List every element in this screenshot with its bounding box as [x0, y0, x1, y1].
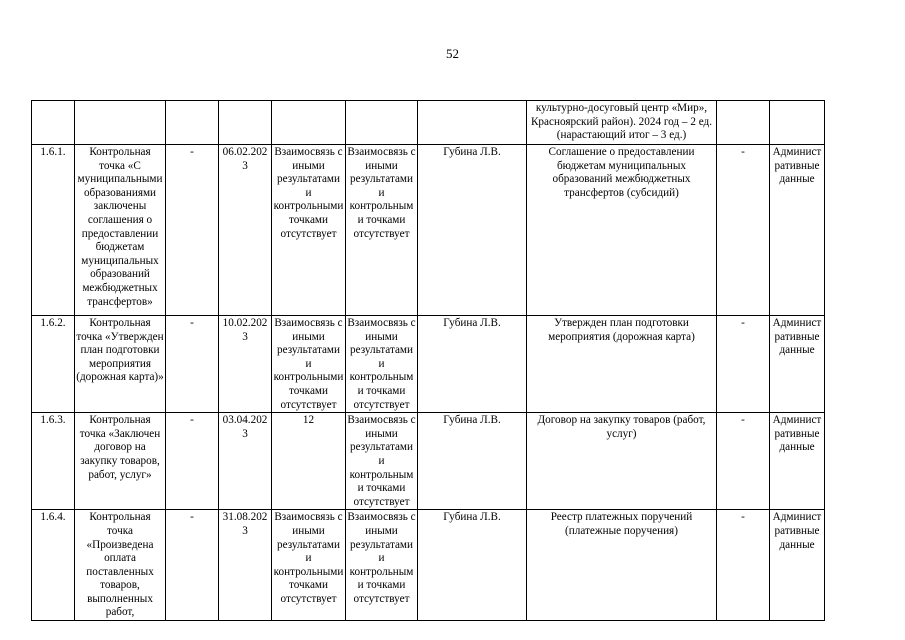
- cell-responsible: Губина Л.В.: [418, 316, 527, 413]
- cell-start: [166, 101, 219, 145]
- cell-end: 10.02.2023: [219, 316, 272, 413]
- table-row: [32, 510, 825, 621]
- cell-end: 06.02.2023: [219, 145, 272, 316]
- cell-start: -: [166, 145, 219, 316]
- cell-result: Утвержден план подготовки мероприятия (дорожная карта): [527, 316, 717, 413]
- table-row: [32, 413, 825, 510]
- cell-source: [770, 101, 825, 145]
- cell-successors: Взаимосвязь с иными результатами и контрольными точками отсутствует: [346, 316, 418, 413]
- cell-responsible: [418, 101, 527, 145]
- cell-system: -: [717, 510, 770, 621]
- cell-num: 1.6.1.: [32, 145, 75, 316]
- cell-end: 03.04.2023: [219, 413, 272, 510]
- cell-source: Административные данные: [770, 316, 825, 413]
- cell-successors: [346, 101, 418, 145]
- cell-system: -: [717, 413, 770, 510]
- cell-num: 1.6.3.: [32, 413, 75, 510]
- cell-predecessors: Взаимосвязь с иными результатами и контрольными точками отсутствует: [272, 510, 346, 621]
- cell-system: -: [717, 145, 770, 316]
- cell-predecessors: 12: [272, 413, 346, 510]
- cell-system: [717, 101, 770, 145]
- cell-predecessors: Взаимосвязь с иными результатами и контрольными точками отсутствует: [272, 145, 346, 316]
- cell-start: -: [166, 413, 219, 510]
- cell-end: [219, 101, 272, 145]
- cell-responsible: Губина Л.В.: [418, 510, 527, 621]
- cell-result: Договор на закупку товаров (работ, услуг): [527, 413, 717, 510]
- cell-num: 1.6.4.: [32, 510, 75, 621]
- cell-start: -: [166, 316, 219, 413]
- control-points-table: [31, 100, 825, 621]
- cell-name: Контрольная точка «Утвержден план подготовки мероприятия (дорожная карта)»: [75, 316, 166, 413]
- cell-num: [32, 101, 75, 145]
- cell-result: Соглашение о предоставлении бюджетам муниципальных образований межбюджетных трансфертов (субсидий): [527, 145, 717, 316]
- cell-predecessors: [272, 101, 346, 145]
- cell-source: Административные данные: [770, 145, 825, 316]
- page-number: 52: [446, 46, 459, 61]
- cell-name: [75, 101, 166, 145]
- cell-name: Контрольная точка «С муниципальными образованиями заключены соглашения о предоставлении бюджетам муниципальных образований межбюджетных трансфертов»: [75, 145, 166, 316]
- cell-end: 31.08.2023: [219, 510, 272, 621]
- cell-result: культурно-досуговый центр «Мир», Красноярский район). 2024 год – 2 ед. (нарастающий итог – 3 ед.): [527, 101, 717, 145]
- cell-num: 1.6.2.: [32, 316, 75, 413]
- cell-responsible: Губина Л.В.: [418, 413, 527, 510]
- cell-result: Реестр платежных поручений (платежные поручения): [527, 510, 717, 621]
- cell-name: Контрольная точка «Заключен договор на закупку товаров, работ, услуг»: [75, 413, 166, 510]
- cell-predecessors: Взаимосвязь с иными результатами и контрольными точками отсутствует: [272, 316, 346, 413]
- cell-successors: Взаимосвязь с иными результатами и контрольными точками отсутствует: [346, 145, 418, 316]
- cell-system: -: [717, 316, 770, 413]
- cell-responsible: Губина Л.В.: [418, 145, 527, 316]
- cell-source: Административные данные: [770, 413, 825, 510]
- cell-successors: Взаимосвязь с иными результатами и контрольными точками отсутствует: [346, 510, 418, 621]
- cell-start: -: [166, 510, 219, 621]
- cell-name: Контрольная точка «Произведена оплата поставленных товаров, выполненных работ,: [75, 510, 166, 621]
- table-row-continuation: [32, 101, 825, 145]
- cell-successors: Взаимосвязь с иными результатами и контрольными точками отсутствует: [346, 413, 418, 510]
- table-row: [32, 316, 825, 413]
- cell-source: Административные данные: [770, 510, 825, 621]
- table-row: [32, 145, 825, 316]
